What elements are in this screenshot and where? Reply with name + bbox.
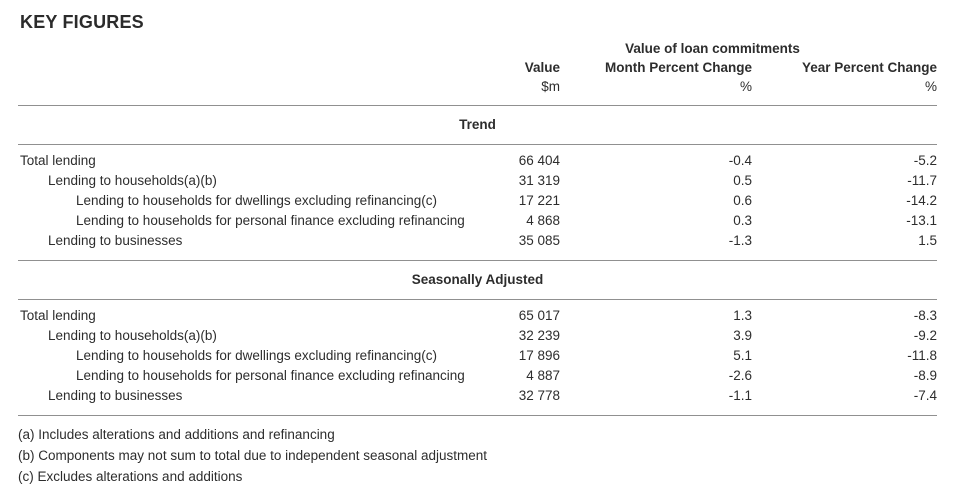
row-month-pct: 3.9 bbox=[733, 328, 752, 343]
row-label: Lending to households(a)(b) bbox=[48, 328, 217, 343]
column-header-value: Value bbox=[524, 60, 560, 75]
row-month-pct: 0.3 bbox=[733, 213, 752, 228]
row-label: Lending to households for personal finance excluding refinancing bbox=[76, 368, 465, 383]
row-value: 32 778 bbox=[518, 388, 560, 403]
row-label: Lending to businesses bbox=[48, 388, 183, 403]
row-value: 4 868 bbox=[526, 213, 560, 228]
column-group-header: Value of loan commitments bbox=[625, 41, 800, 56]
section-seasonally-adjusted bbox=[18, 261, 937, 416]
table-row bbox=[18, 171, 937, 191]
row-label: Lending to households for personal finance excluding refinancing bbox=[76, 213, 465, 228]
row-value: 32 239 bbox=[518, 328, 560, 343]
row-value: 35 085 bbox=[518, 233, 560, 248]
unit-label-year: % bbox=[752, 77, 937, 106]
footnote-c: (c) Excludes alterations and additions bbox=[18, 469, 243, 484]
section-trend bbox=[18, 106, 937, 261]
row-year-pct: -8.3 bbox=[913, 308, 937, 323]
row-year-pct: -5.2 bbox=[913, 153, 937, 168]
section-header-seasonally-adjusted: Seasonally Adjusted bbox=[18, 261, 937, 300]
unit-label-month: % bbox=[560, 77, 752, 106]
section-header-trend: Trend bbox=[18, 106, 937, 145]
table-row bbox=[18, 211, 937, 231]
table-header bbox=[18, 38, 937, 106]
table-row bbox=[18, 326, 937, 346]
unit-label-value: $m bbox=[488, 77, 560, 106]
table-row bbox=[18, 300, 937, 327]
table-row bbox=[18, 346, 937, 366]
row-month-pct: 0.5 bbox=[733, 173, 752, 188]
row-year-pct: -14.2 bbox=[906, 193, 937, 208]
row-label: Lending to businesses bbox=[48, 233, 183, 248]
spacer-cell bbox=[18, 58, 488, 77]
row-label: Total lending bbox=[20, 153, 96, 168]
column-header-year-percent-change: Year Percent Change bbox=[801, 60, 937, 75]
page-title: KEY FIGURES bbox=[20, 12, 144, 32]
spacer-cell bbox=[18, 77, 488, 106]
row-value: 31 319 bbox=[518, 173, 560, 188]
footnote-b: (b) Components may not sum to total due to independent seasonal adjustment bbox=[18, 448, 488, 463]
row-month-pct: -1.3 bbox=[728, 233, 752, 248]
table-row bbox=[18, 145, 937, 172]
row-month-pct: -1.1 bbox=[728, 388, 752, 403]
row-year-pct: -7.4 bbox=[913, 388, 937, 403]
row-label: Lending to households(a)(b) bbox=[48, 173, 217, 188]
row-label: Lending to households for dwellings excluding refinancing(c) bbox=[76, 193, 437, 208]
table-row bbox=[18, 386, 937, 416]
row-value: 66 404 bbox=[518, 153, 560, 168]
row-month-pct: 1.3 bbox=[733, 308, 752, 323]
row-label: Total lending bbox=[20, 308, 96, 323]
table-row bbox=[18, 366, 937, 386]
row-year-pct: 1.5 bbox=[918, 233, 937, 248]
row-value: 17 896 bbox=[518, 348, 560, 363]
row-month-pct: -0.4 bbox=[728, 153, 752, 168]
table-row bbox=[18, 231, 937, 261]
row-year-pct: -9.2 bbox=[913, 328, 937, 343]
row-value: 17 221 bbox=[518, 193, 560, 208]
row-year-pct: -13.1 bbox=[906, 213, 937, 228]
row-value: 65 017 bbox=[518, 308, 560, 323]
column-header-month-percent-change: Month Percent Change bbox=[604, 60, 752, 75]
row-year-pct: -11.7 bbox=[907, 173, 937, 188]
row-year-pct: -8.9 bbox=[913, 368, 937, 383]
footnotes bbox=[18, 424, 957, 487]
row-month-pct: -2.6 bbox=[728, 368, 752, 383]
row-month-pct: 5.1 bbox=[733, 348, 752, 363]
spacer-cell bbox=[18, 38, 488, 58]
row-month-pct: 0.6 bbox=[733, 193, 752, 208]
row-year-pct: -11.8 bbox=[907, 348, 937, 363]
key-figures-table bbox=[18, 38, 937, 416]
table-row bbox=[18, 191, 937, 211]
row-value: 4 887 bbox=[526, 368, 560, 383]
footnote-a: (a) Includes alterations and additions and refinancing bbox=[18, 427, 335, 442]
row-label: Lending to households for dwellings excluding refinancing(c) bbox=[76, 348, 437, 363]
